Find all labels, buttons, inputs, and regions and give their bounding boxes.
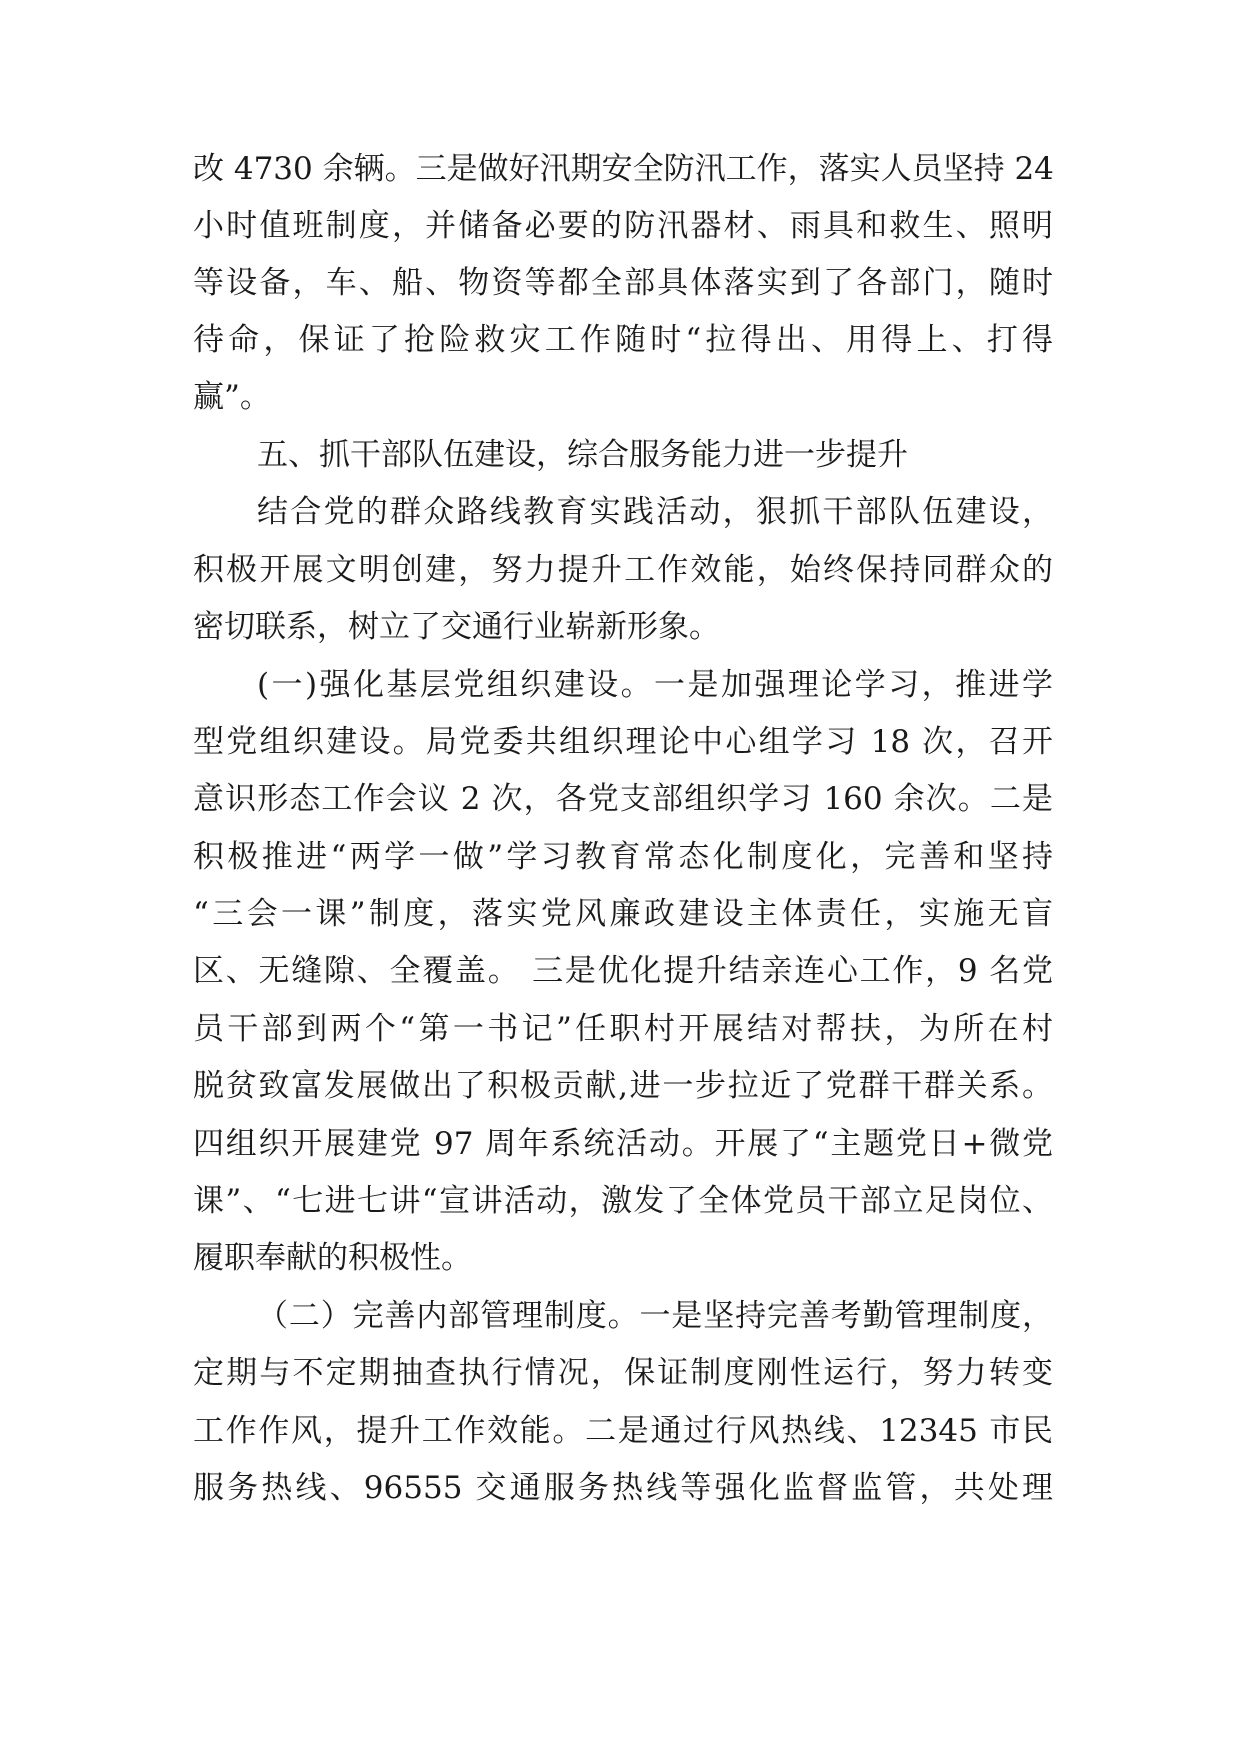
section-heading: 五、抓干部队伍建设，综合服务能力进一步提升: [257, 437, 908, 473]
text-line: 改 4730 余辆。三是做好汛期安全防汛工作，落实人员坚持 24: [193, 151, 1054, 187]
text-line: 结合党的群众路线教育实践活动，狠抓干部队伍建设，: [257, 494, 1053, 530]
text-line: 积极推进“两学一做”学习教育常态化制度化，完善和坚持: [193, 839, 1053, 875]
text-line: 密切联系，树立了交通行业崭新形象。: [193, 609, 720, 645]
text-line: （二）完善内部管理制度。一是坚持完善考勤管理制度，: [257, 1298, 1053, 1334]
text-line: 脱贫致富发展做出了积极贡献,进一步拉近了党群干群关系。: [193, 1068, 1053, 1104]
text-line: 区、无缝隙、全覆盖。 三是优化提升结亲连心工作，9 名党: [193, 953, 1053, 989]
text-line: 赢”。: [193, 379, 271, 415]
text-line: 积极开展文明创建，努力提升工作效能，始终保持同群众的: [193, 552, 1053, 588]
text-line: 服务热线、96555 交通服务热线等强化监督监管，共处理: [193, 1470, 1053, 1506]
text-line: 履职奉献的积极性。: [193, 1240, 472, 1276]
text-line: 等设备，车、船、物资等都全部具体落实到了各部门，随时: [193, 265, 1053, 301]
text-line: 意识形态工作会议 2 次，各党支部组织学习 160 余次。二是: [193, 781, 1053, 817]
text-line: 小时值班制度，并储备必要的防汛器材、雨具和救生、照明: [193, 208, 1053, 244]
text-line: (一)强化基层党组织建设。一是加强理论学习，推进学: [257, 667, 1053, 703]
text-line: 定期与不定期抽查执行情况，保证制度刚性运行，努力转变: [193, 1355, 1053, 1391]
text-line: 待命，保证了抢险救灾工作随时“拉得出、用得上、打得: [193, 322, 1053, 358]
text-line: 型党组织建设。局党委共组织理论中心组学习 18 次，召开: [193, 724, 1053, 760]
text-line: 工作作风，提升工作效能。二是通过行风热线、12345 市民: [193, 1413, 1053, 1449]
text-line: 课”、“七进七讲“宣讲活动，激发了全体党员干部立足岗位、: [193, 1183, 1053, 1219]
text-line: 员干部到两个“第一书记”任职村开展结对帮扶，为所在村: [193, 1011, 1053, 1047]
text-line: “三会一课”制度，落实党风廉政建设主体责任，实施无盲: [193, 896, 1053, 932]
text-line: 四组织开展建党 97 周年系统活动。开展了“主题党日+微党: [193, 1126, 1053, 1162]
